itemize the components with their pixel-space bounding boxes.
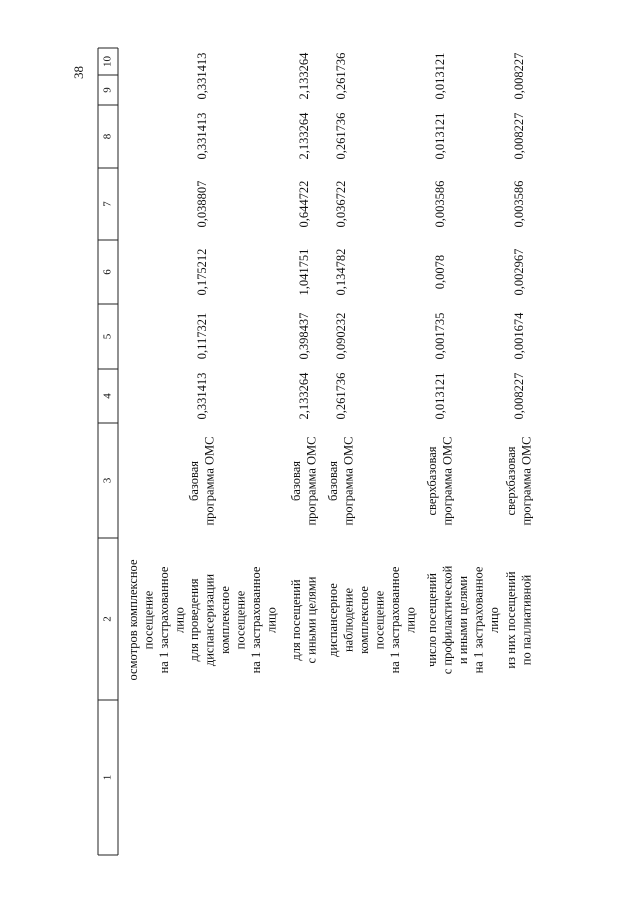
row-5-program-line: сверхбазовая: [424, 446, 439, 516]
row-4-value-col-7: 0,134782: [333, 248, 348, 296]
row-3-value-col-9: 2,133264: [296, 112, 311, 160]
row-5-label-line: и иными целями: [455, 575, 470, 665]
row-4-label-line: посещение: [372, 590, 387, 650]
row-3-value-col-7: 1,041751: [296, 248, 311, 296]
column-number-2: 2: [101, 616, 114, 622]
row-3-value-col-8: 0,644722: [296, 180, 311, 228]
row-1-label-line: на 1 застрахованное: [156, 566, 171, 674]
row-2-label-line: на 1 застрахованное: [248, 566, 263, 674]
row-6-value-col-6: 0,001674: [511, 312, 526, 360]
row-2-value-col-8: 0,038807: [194, 180, 209, 228]
row-3-label-line: с иными целями: [304, 576, 319, 664]
row-5-label-line: на 1 застрахованное: [471, 566, 486, 674]
row-2-label-line: лицо: [264, 607, 279, 633]
row-2-program-line: программа ОМС: [202, 436, 217, 526]
table-grid: [98, 48, 118, 855]
row-5-label-line: с профилактической: [440, 565, 455, 675]
row-6-program-line: сверхбазовая: [503, 446, 518, 516]
row-5-value-col-8: 0,003586: [432, 180, 447, 228]
table-body: [126, 52, 534, 681]
row-6-program-line: программа ОМС: [519, 436, 534, 526]
row-2-label-line: комплексное: [217, 586, 232, 654]
row-5-value-col-7: 0,0078: [432, 254, 447, 290]
row-2-value-col-9: 0,331413: [194, 112, 209, 160]
row-3-label-line: для посещений: [288, 579, 303, 661]
column-number-5: 5: [101, 333, 114, 340]
row-6-value-col-10: 0,008227: [511, 52, 526, 100]
column-number-8: 8: [101, 133, 114, 140]
row-3-program-line: базовая: [288, 460, 303, 502]
row-2-value-col-5: 0,331413: [194, 372, 209, 420]
page-number: 38: [71, 66, 86, 79]
row-2-program-line: базовая: [186, 460, 201, 502]
row-4-value-col-8: 0,036722: [333, 180, 348, 228]
row-5-label-line: лицо: [486, 607, 501, 633]
column-number-1: 1: [101, 774, 114, 781]
row-6-label-line: из них посещений: [503, 571, 518, 669]
row-6-value-col-8: 0,003586: [511, 180, 526, 228]
row-5-value-col-6: 0,001735: [432, 312, 447, 360]
row-3-value-col-6: 0,398437: [296, 312, 311, 360]
row-4-value-col-10: 0,261736: [333, 52, 348, 100]
row-2-value-col-10: 0,331413: [194, 52, 209, 100]
row-4-label-line: наблюдение: [341, 587, 356, 653]
column-number-4: 4: [101, 393, 114, 399]
row-2-label-line: посещение: [233, 590, 248, 650]
row-1-label-line: осмотров комплексное: [125, 559, 140, 681]
row-4-value-col-5: 0,261736: [333, 372, 348, 420]
row-2-label-line: диспансеризации: [202, 573, 217, 667]
row-1-label-line: лицо: [172, 607, 187, 633]
row-5-program-line: программа ОМС: [440, 436, 455, 526]
row-4-label-line: лицо: [403, 607, 418, 633]
row-2-label-line: для проведения: [186, 578, 201, 662]
row-4-label-line: комплексное: [356, 586, 371, 654]
row-5-value-col-5: 0,013121: [432, 372, 447, 420]
row-6-value-col-9: 0,008227: [511, 112, 526, 160]
row-5-value-col-9: 0,013121: [432, 112, 447, 160]
row-5-label-line: число посещений: [424, 573, 439, 667]
row-6-value-col-7: 0,002967: [511, 248, 526, 296]
row-6-label-line: по паллиативной: [519, 574, 534, 666]
column-number-10: 10: [101, 56, 114, 67]
row-4-value-col-9: 0,261736: [333, 112, 348, 160]
row-2-value-col-6: 0,117321: [194, 312, 209, 360]
column-number-3: 3: [101, 477, 114, 484]
row-5-value-col-10: 0,013121: [432, 52, 447, 100]
column-number-6: 6: [101, 269, 114, 275]
column-number-7: 7: [101, 201, 114, 207]
row-4-label-line: диспансерное: [325, 583, 340, 657]
column-number-9: 9: [101, 87, 114, 93]
row-2-value-col-7: 0,175212: [194, 248, 209, 296]
column-number-header: [102, 56, 114, 781]
row-6-value-col-5: 0,008227: [511, 372, 526, 420]
row-3-value-col-10: 2,133264: [296, 52, 311, 100]
row-1-label-line: посещение: [141, 590, 156, 650]
row-4-label-line: на 1 застрахованное: [387, 566, 402, 674]
row-3-value-col-5: 2,133264: [296, 372, 311, 420]
row-4-value-col-6: 0,090232: [333, 312, 348, 360]
row-3-program-line: программа ОМС: [304, 436, 319, 526]
row-4-program-line: базовая: [325, 460, 340, 502]
row-4-program-line: программа ОМС: [341, 436, 356, 526]
